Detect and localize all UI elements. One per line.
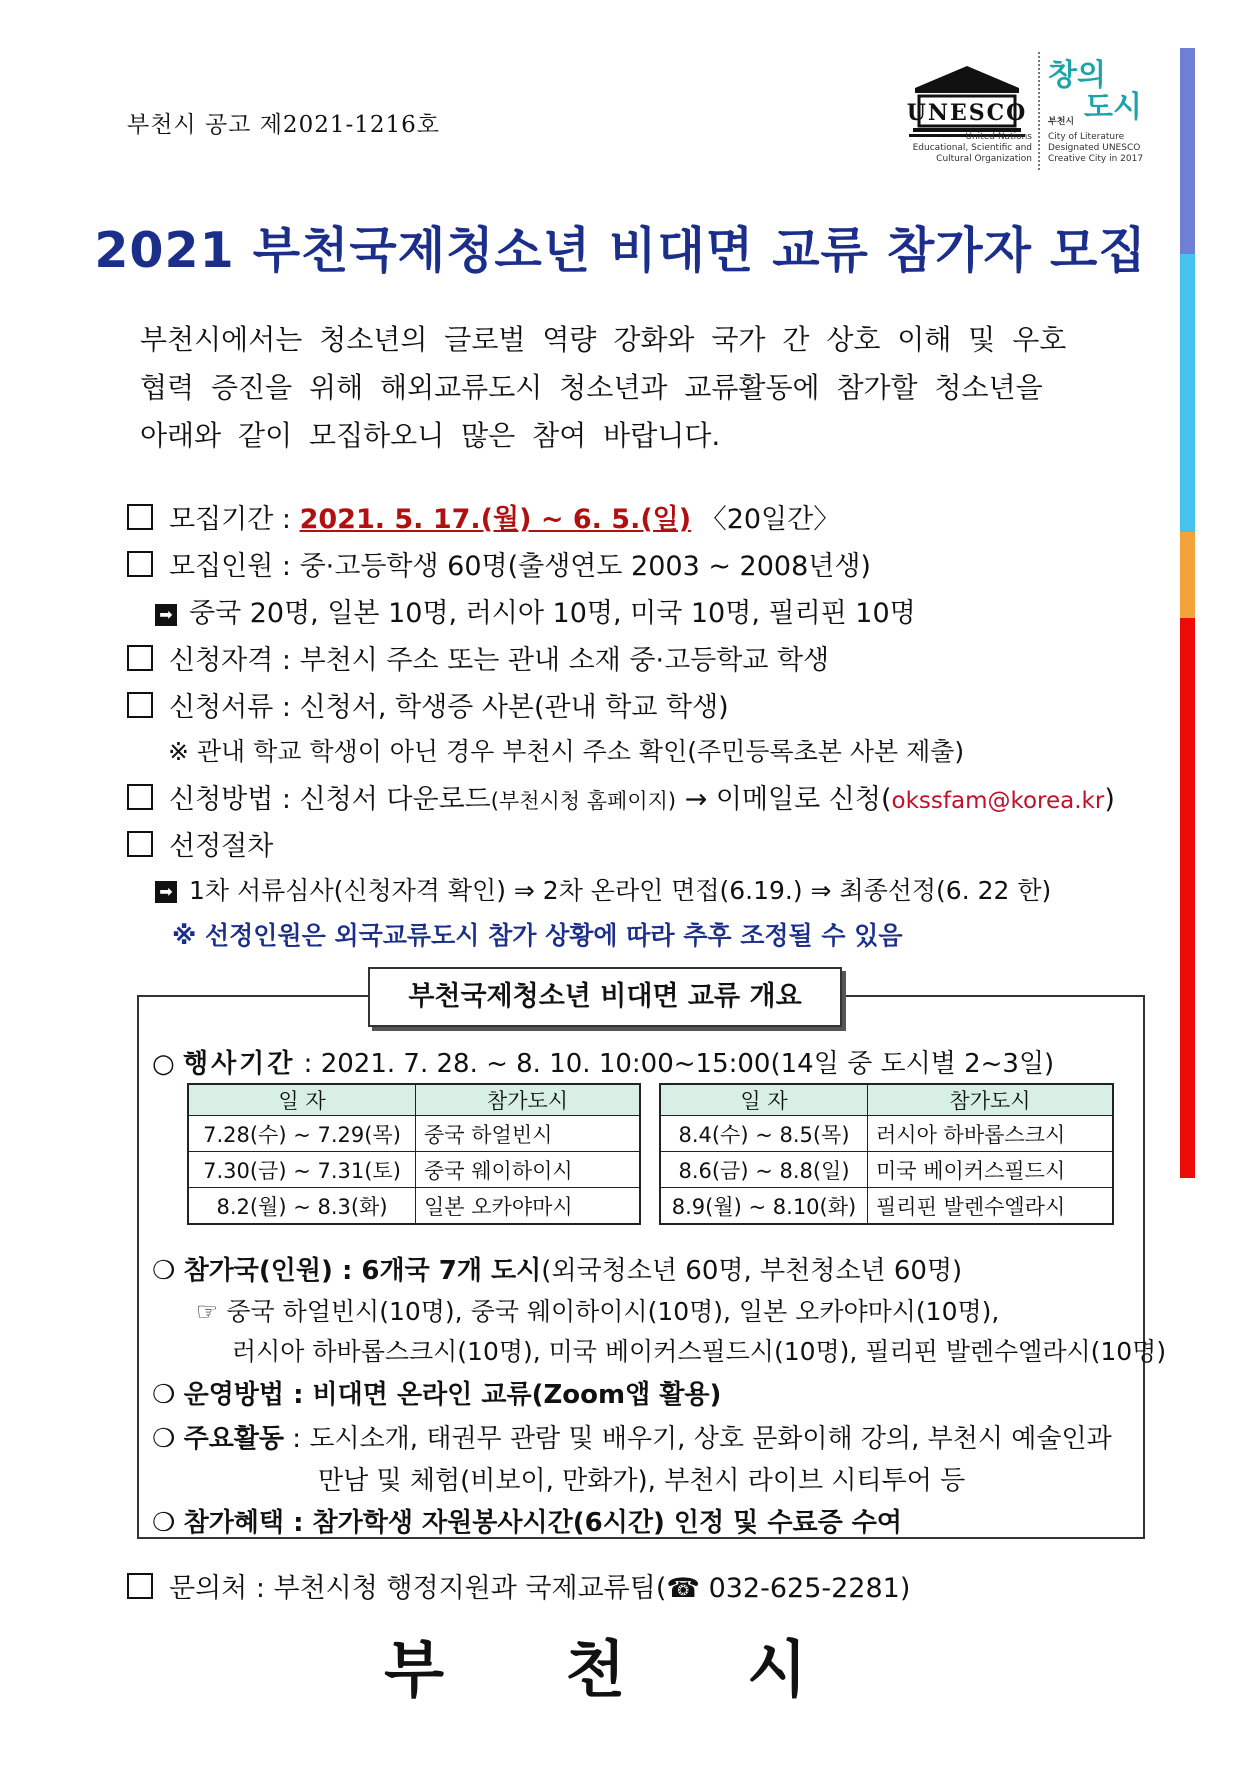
arrow-right-icon: ➡ bbox=[155, 604, 177, 626]
countries-list-2: 러시아 하바롭스크시(10명), 미국 베이커스필드시(10명), 필리핀 발렌수엘라시(10명) bbox=[232, 1337, 1167, 1366]
contact-info: 문의처 : 부천시청 행정지원과 국제교류팀(☎ 032-625-2281) bbox=[127, 1566, 910, 1605]
circle-bullet-icon: ❍ bbox=[152, 1256, 184, 1286]
checkbox-icon bbox=[127, 645, 153, 671]
intro-paragraph: 부천시에서는 청소년의 글로벌 역량 강화와 국가 간 상호 이해 및 우호 협력 증진을 위해 해외교류도시 청소년과 교류활동에 참가할 청소년을 아래와 같이 모집하오니 많은 참여 바랍니다. bbox=[140, 323, 1067, 452]
unesco-wordmark: UNESCO bbox=[906, 100, 1028, 126]
checkbox-icon bbox=[127, 504, 153, 530]
color-bar-red bbox=[1180, 618, 1195, 1178]
selection-process: 선정절차 bbox=[127, 824, 273, 863]
issuer-name: 부 천 시 bbox=[384, 1633, 857, 1706]
creative-city-logo-line1: 창의 bbox=[1048, 58, 1106, 93]
color-bar-skyblue bbox=[1180, 254, 1195, 532]
col-header-date: 일 자 bbox=[660, 1084, 868, 1116]
color-bar-orange bbox=[1180, 532, 1195, 618]
logo-divider bbox=[1038, 52, 1040, 170]
table-row: 8.6(금) ~ 8.8(일) 미국 베이커스필드시 bbox=[660, 1152, 1113, 1188]
participant-benefits: ❍ 참가혜택 : 참가학생 자원봉사시간(6시간) 인정 및 수료증 수여 bbox=[152, 1508, 902, 1538]
col-header-city: 참가도시 bbox=[868, 1084, 1114, 1116]
recruit-people: 모집인원 : 중·고등학생 60명(출생연도 2003 ~ 2008년생) bbox=[127, 544, 871, 583]
checkbox-icon bbox=[127, 551, 153, 577]
schedule-table-left bbox=[187, 1083, 641, 1225]
selection-steps: ➡ 1차 서류심사(신청자격 확인) ⇒ 2차 온라인 면접(6.19.) ⇒ 최종선정(6. 22 한) bbox=[155, 871, 1051, 907]
documents: 신청서류 : 신청서, 학생증 사본(관내 학교 학생) bbox=[127, 685, 729, 724]
circle-bullet-icon: ○ bbox=[152, 1049, 183, 1079]
circle-bullet-icon: ❍ bbox=[152, 1508, 184, 1538]
qualification: 신청자격 : 부천시 주소 또는 관내 소재 중·고등학교 학생 bbox=[127, 638, 829, 677]
col-header-city: 참가도시 bbox=[416, 1084, 641, 1116]
arrow-right-icon: ➡ bbox=[155, 881, 177, 903]
operation-method: ❍ 운영방법 : 비대면 온라인 교류(Zoom앱 활용) bbox=[152, 1380, 722, 1410]
notice-number: 부천시 공고 제2021-1216호 bbox=[127, 112, 440, 138]
countries-list-1: ☞ 중국 하얼빈시(10명), 중국 웨이하이시(10명), 일본 오카야마시(10명), bbox=[196, 1297, 1000, 1326]
table-row: 8.9(월) ~ 8.10(화) 필리핀 발렌수엘라시 bbox=[660, 1188, 1113, 1225]
table-row: 8.4(수) ~ 8.5(목) 러시아 하바롭스크시 bbox=[660, 1116, 1113, 1152]
circle-bullet-icon: ❍ bbox=[152, 1424, 184, 1454]
recruit-period: 모집기간 : 2021. 5. 17.(월) ~ 6. 5.(일) 〈20일간〉 bbox=[127, 497, 840, 536]
documents-note: ※ 관내 학교 학생이 아닌 경우 부천시 주소 확인(주민등록초본 사본 제출) bbox=[168, 737, 965, 766]
application-method: 신청방법 : 신청서 다운로드(부천시청 홈페이지) → 이메일로 신청(okssfam@korea.kr) bbox=[127, 777, 1115, 816]
circle-bullet-icon: ❍ bbox=[152, 1380, 184, 1410]
overview-title: 부천국제청소년 비대면 교류 개요 bbox=[368, 967, 842, 1027]
event-period: ○ 행사기간 : 2021. 7. 28. ~ 8. 10. 10:00~15:00(14일 중 도시별 2~3일) bbox=[152, 1049, 1055, 1079]
checkbox-icon bbox=[127, 831, 153, 857]
table-row: 7.30(금) ~ 7.31(토) 중국 웨이하이시 bbox=[188, 1152, 640, 1188]
selection-note: ※ 선정인원은 외국교류도시 참가 상황에 따라 추후 조정될 수 있음 bbox=[172, 921, 903, 950]
table-row: 8.2(월) ~ 8.3(화) 일본 오카야마시 bbox=[188, 1188, 640, 1225]
recruit-people-breakdown: ➡ 중국 20명, 일본 10명, 러시아 10명, 미국 10명, 필리핀 10명 bbox=[155, 591, 916, 630]
phone-number: ☎ 032-625-2281 bbox=[666, 1573, 900, 1604]
unesco-caption: United Nations Educational, Scientific and Cultural Organization bbox=[912, 132, 1032, 164]
schedule-table-right bbox=[659, 1083, 1114, 1225]
creative-city-logo-small: 부천시 bbox=[1048, 117, 1075, 127]
page-title: 2021 부천국제청소년 비대면 교류 참가자 모집 bbox=[94, 222, 1147, 279]
table-row: 7.28(수) ~ 7.29(목) 중국 하얼빈시 bbox=[188, 1116, 640, 1152]
creative-city-logo-line2: 도시 bbox=[1084, 90, 1142, 125]
col-header-date: 일 자 bbox=[188, 1084, 416, 1116]
main-activities-line2: 만남 및 체험(비보이, 만화가), 부천시 라이브 시티투어 등 bbox=[318, 1466, 966, 1496]
checkbox-icon bbox=[127, 1573, 153, 1599]
creative-city-caption: City of Literature Designated UNESCO Creative City in 2017 bbox=[1048, 132, 1144, 164]
checkbox-icon bbox=[127, 784, 153, 810]
participating-countries: ❍ 참가국(인원) : 6개국 7개 도시(외국청소년 60명, 부천청소년 60명) bbox=[152, 1256, 963, 1286]
main-activities: ❍ 주요활동 : 도시소개, 태권무 관람 및 배우기, 상호 문화이해 강의, 부천시 예술인과 bbox=[152, 1424, 1112, 1454]
email-link[interactable]: okssfam@korea.kr bbox=[891, 788, 1105, 814]
checkbox-icon bbox=[127, 692, 153, 718]
